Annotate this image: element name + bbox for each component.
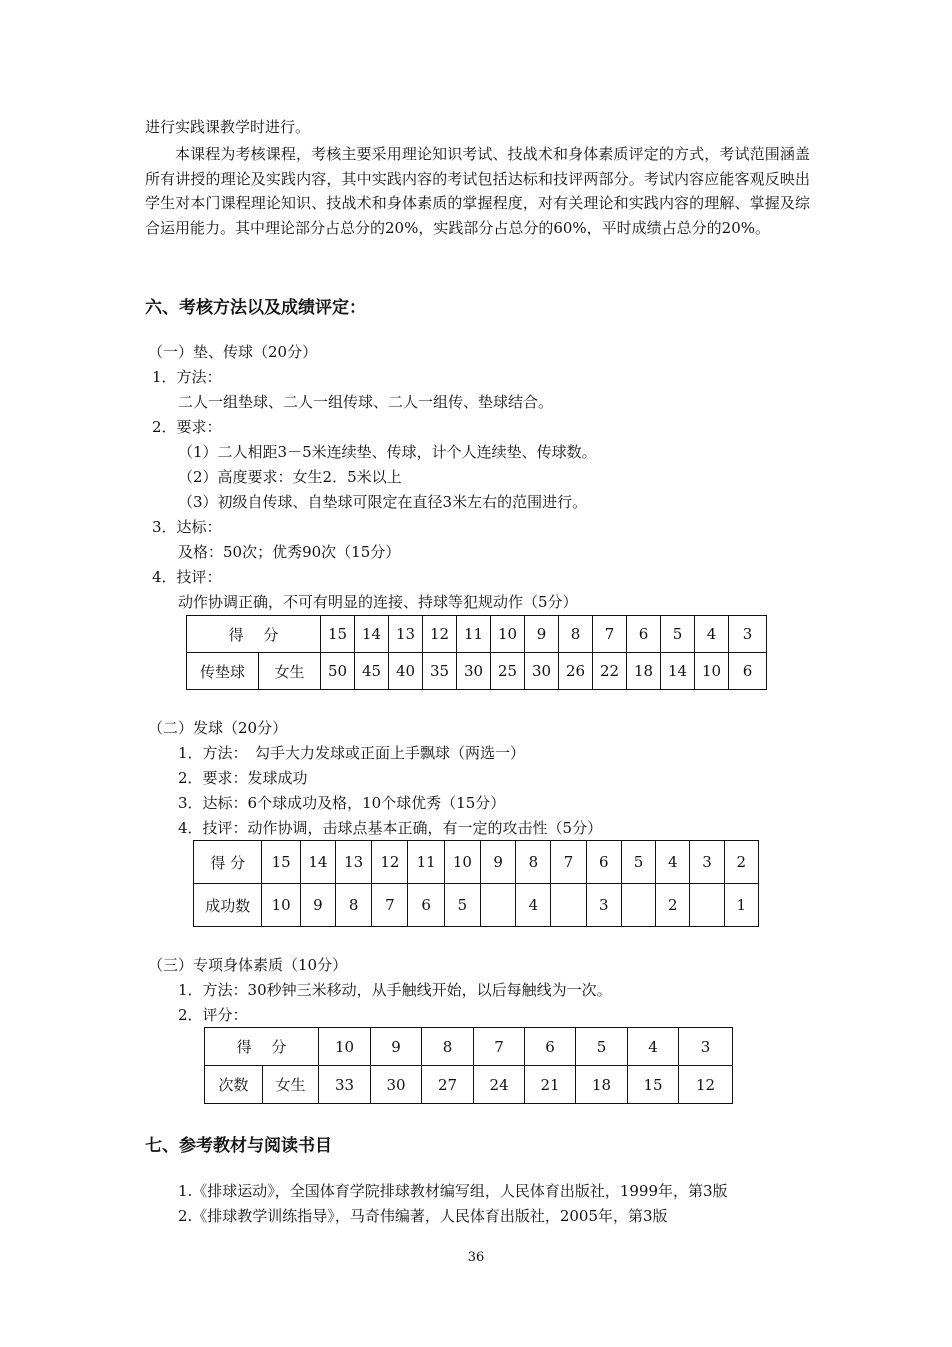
pass-dig-score-table	[186, 615, 767, 690]
part2-line4: 4．技评：动作协调，击球点基本正确，有一定的攻击性（5分）	[178, 819, 603, 837]
score-cell: 7	[474, 1028, 525, 1066]
score-cell: 15	[321, 616, 355, 653]
score-cell: 8	[559, 616, 593, 653]
value-cell: 4	[516, 884, 551, 927]
part3-line2: 2．评分：	[178, 1006, 248, 1024]
part1-req2: （2）高度要求：女生2．5米以上	[178, 468, 402, 486]
serve-score-table	[193, 840, 759, 927]
score-cell: 3	[679, 1028, 733, 1066]
value-cell: 45	[355, 653, 389, 690]
score-cell: 14	[300, 841, 335, 884]
value-cell: 14	[661, 653, 695, 690]
score-cell: 12	[372, 841, 408, 884]
score-cell: 11	[457, 616, 491, 653]
part1-method-label: 1．方法：	[152, 368, 222, 386]
value-cell: 3	[586, 884, 621, 927]
value-cell: 5	[444, 884, 480, 927]
score-cell: 14	[355, 616, 389, 653]
value-cell: 7	[372, 884, 408, 927]
score-cell: 10	[319, 1028, 371, 1066]
part3-line1: 1．方法：30秒钟三米移动，从手触线开始，以后每触线为一次。	[178, 981, 612, 999]
score-cell: 11	[408, 841, 444, 884]
score-cell: 13	[389, 616, 423, 653]
part1-title: （一）垫、传球（20分）	[148, 343, 318, 361]
value-cell: 2	[656, 884, 690, 927]
part2-line1: 1．方法： 勾手大力发球或正面上手飘球（两选一）	[178, 744, 526, 762]
part1-eval-label: 4．技评：	[152, 568, 222, 586]
score-cell: 4	[695, 616, 729, 653]
value-cell: 9	[300, 884, 335, 927]
value-cell	[690, 884, 724, 927]
intro-first-line: 进行实践课教学时进行。	[145, 118, 311, 136]
score-header-cell: 得 分	[194, 841, 262, 884]
row-label-cell: 次数	[205, 1066, 263, 1104]
score-cell: 9	[480, 841, 515, 884]
value-cell: 30	[371, 1066, 422, 1104]
score-cell: 8	[516, 841, 551, 884]
section6-heading: 六、考核方法以及成绩评定：	[145, 298, 366, 318]
score-cell: 10	[491, 616, 525, 653]
value-cell: 15	[628, 1066, 679, 1104]
score-cell: 12	[423, 616, 457, 653]
part2-line2: 2．要求：发球成功	[178, 769, 308, 787]
score-cell: 3	[690, 841, 724, 884]
part1-req-label: 2．要求：	[152, 418, 222, 436]
value-cell: 18	[627, 653, 661, 690]
value-cell	[551, 884, 586, 927]
value-cell: 50	[321, 653, 355, 690]
value-cell: 26	[559, 653, 593, 690]
value-cell: 27	[422, 1066, 474, 1104]
score-cell: 8	[422, 1028, 474, 1066]
gender-cell: 女生	[263, 1066, 319, 1104]
score-cell: 15	[262, 841, 300, 884]
score-cell: 2	[724, 841, 758, 884]
score-cell: 7	[551, 841, 586, 884]
score-cell: 5	[661, 616, 695, 653]
value-cell: 24	[474, 1066, 525, 1104]
value-cell	[621, 884, 655, 927]
score-cell: 4	[628, 1028, 679, 1066]
part1-method-text: 二人一组垫球、二人一组传球、二人一组传、垫球结合。	[178, 393, 554, 411]
value-cell: 8	[335, 884, 371, 927]
gender-cell: 女生	[259, 653, 321, 690]
value-cell: 1	[724, 884, 758, 927]
value-cell: 35	[423, 653, 457, 690]
assessment-paragraph: 本课程为考核课程，考核主要采用理论知识考试、技战术和身体素质评定的方式，考试范围涵盖所有讲授的理论及实践内容，其中实践内容的考试包括达标和技评两部分。考试内容应能客观反映出学生对本门课程理论知识、技战术和身体素质的掌握程度，对有关理论和实践内容的理解、掌握及综合运用能力。其中理论部分占总分的20%，实践部分占总分的60%，平时成绩占总分的20%。	[145, 145, 810, 237]
value-cell: 10	[695, 653, 729, 690]
part3-title: （三）专项身体素质（10分）	[148, 956, 348, 974]
reference-2: 2.《排球教学训练指导》，马奇伟编著，人民体育出版社，2005年，第3版	[178, 1207, 668, 1225]
value-cell: 30	[457, 653, 491, 690]
part1-eval-text: 动作协调正确，不可有明显的连接、持球等犯规动作（5分）	[178, 593, 578, 611]
section7-heading: 七、参考教材与阅读书目	[145, 1136, 332, 1156]
part1-req1: （1）二人相距3－5米连续垫、传球，计个人连续垫、传球数。	[178, 443, 597, 461]
value-cell: 6	[408, 884, 444, 927]
score-cell: 13	[335, 841, 371, 884]
score-cell: 6	[627, 616, 661, 653]
value-cell: 22	[593, 653, 627, 690]
row-label-cell: 传垫球	[187, 653, 259, 690]
value-cell	[480, 884, 515, 927]
score-header-cell: 得 分	[205, 1028, 319, 1066]
score-cell: 4	[656, 841, 690, 884]
value-cell: 21	[525, 1066, 576, 1104]
value-cell: 30	[525, 653, 559, 690]
score-cell: 3	[729, 616, 767, 653]
part2-line3: 3．达标：6个球成功及格，10个球优秀（15分）	[178, 794, 506, 812]
value-cell: 18	[576, 1066, 628, 1104]
value-cell: 40	[389, 653, 423, 690]
value-cell: 12	[679, 1066, 733, 1104]
score-cell: 9	[525, 616, 559, 653]
part1-req3: （3）初级自传球、自垫球可限定在直径3米左右的范围进行。	[178, 493, 588, 511]
value-cell: 6	[729, 653, 767, 690]
value-cell: 10	[262, 884, 300, 927]
fitness-score-table	[204, 1027, 733, 1104]
score-cell: 9	[371, 1028, 422, 1066]
score-cell: 6	[586, 841, 621, 884]
reference-1: 1.《排球运动》，全国体育学院排球教材编写组，人民体育出版社，1999年，第3版	[178, 1182, 728, 1200]
value-cell: 33	[319, 1066, 371, 1104]
page-number: 36	[467, 1250, 485, 1265]
row-label-cell: 成功数	[194, 884, 262, 927]
score-cell: 7	[593, 616, 627, 653]
score-header-cell: 得 分	[187, 616, 321, 653]
score-cell: 5	[576, 1028, 628, 1066]
value-cell: 25	[491, 653, 525, 690]
score-cell: 5	[621, 841, 655, 884]
part1-std-text: 及格：50次；优秀90次（15分）	[178, 543, 401, 561]
score-cell: 10	[444, 841, 480, 884]
part1-std-label: 3．达标：	[152, 518, 222, 536]
score-cell: 6	[525, 1028, 576, 1066]
part2-title: （二）发球（20分）	[148, 719, 288, 737]
